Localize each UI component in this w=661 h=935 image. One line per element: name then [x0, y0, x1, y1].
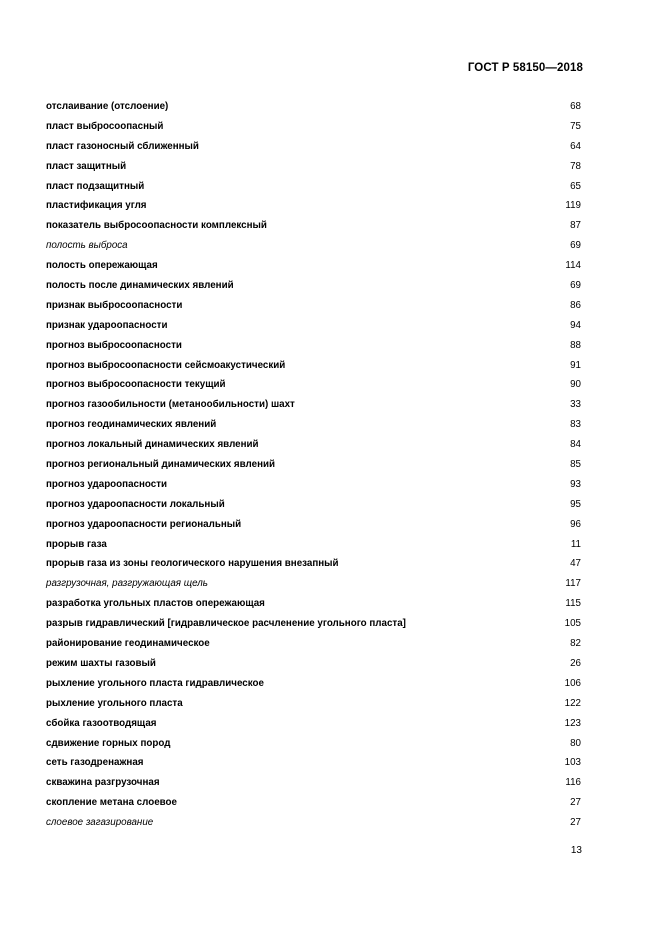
index-term: пласт подзащитный — [46, 180, 145, 192]
index-entry — [46, 336, 581, 356]
index-page-ref: 85 — [570, 459, 581, 471]
index-term: пласт выбросоопасный — [46, 120, 164, 132]
index-entry — [46, 694, 581, 714]
index-page-ref: 103 — [564, 757, 581, 769]
index-term: разрыв гидравлический [гидравлическое расчленение угольного пласта] — [46, 618, 406, 630]
index-entry — [46, 714, 581, 734]
index-page-ref: 75 — [570, 120, 581, 132]
index-entry — [46, 276, 581, 296]
index-page-ref: 94 — [570, 319, 581, 331]
index-entry — [46, 177, 581, 197]
index-page-ref: 91 — [570, 359, 581, 371]
index-page-ref: 116 — [565, 777, 581, 789]
index-entry — [46, 455, 581, 475]
document-header: ГОСТ Р 58150—2018 — [467, 62, 583, 74]
index-term: прорыв газа из зоны геологического нарушения внезапный — [46, 558, 339, 570]
index-entry — [46, 256, 581, 276]
index-page-ref: 114 — [565, 260, 581, 272]
index-page-ref: 105 — [564, 618, 581, 630]
index-term: прогноз удароопасности локальный — [46, 498, 225, 510]
index-page-ref: 88 — [570, 339, 581, 351]
index-term: пластификация угля — [46, 200, 147, 212]
index-page-ref: 78 — [570, 160, 581, 172]
index-page-ref: 86 — [570, 299, 581, 311]
index-entry — [46, 793, 581, 813]
index-entry — [46, 614, 581, 634]
index-term: разработка угольных пластов опережающая — [46, 598, 265, 610]
index-entry — [46, 634, 581, 654]
index-entry — [46, 515, 581, 535]
index-term: прогноз удароопасности — [46, 478, 168, 490]
index-page-ref: 27 — [570, 797, 581, 809]
index-term: прогноз газообильности (метанообильности) шахт — [46, 399, 295, 411]
index-term: прогноз выбросоопасности сейсмоакустический — [46, 359, 286, 371]
index-page-ref: 69 — [570, 280, 581, 292]
index-entry — [46, 674, 581, 694]
index-term: признак удароопасности — [46, 319, 168, 331]
index-term: прогноз региональный динамических явлений — [46, 459, 276, 471]
index-term: районирование геодинамическое — [46, 638, 210, 650]
alphabetical-index — [46, 97, 581, 833]
index-term: прогноз выбросоопасности — [46, 339, 182, 351]
index-entry — [46, 97, 581, 117]
index-page-ref: 119 — [565, 200, 581, 212]
index-entry — [46, 316, 581, 336]
index-entry — [46, 216, 581, 236]
index-entry — [46, 117, 581, 137]
index-term: показатель выбросоопасности комплексный — [46, 220, 267, 232]
index-term: прогноз удароопасности региональный — [46, 518, 242, 530]
index-page-ref: 96 — [570, 518, 581, 530]
index-term: рыхление угольного пласта гидравлическое — [46, 677, 264, 689]
index-term: разгрузочная, разгружающая щель — [46, 578, 208, 590]
index-entry — [46, 196, 581, 216]
index-entry — [46, 236, 581, 256]
index-entry — [46, 415, 581, 435]
index-page-ref: 27 — [570, 817, 581, 829]
index-term: прорыв газа — [46, 538, 107, 550]
index-term: сеть газодренажная — [46, 757, 144, 769]
index-term: признак выбросоопасности — [46, 299, 183, 311]
index-term: режим шахты газовый — [46, 657, 156, 669]
index-entry — [46, 137, 581, 157]
index-term: прогноз локальный динамических явлений — [46, 439, 259, 451]
index-page-ref: 80 — [570, 737, 581, 749]
index-term: прогноз геодинамических явлений — [46, 419, 217, 431]
index-page-ref: 87 — [570, 220, 581, 232]
index-page-ref: 26 — [570, 657, 581, 669]
index-page-ref: 93 — [570, 478, 581, 490]
index-entry — [46, 594, 581, 614]
index-page-ref: 90 — [570, 379, 581, 391]
index-page-ref: 47 — [570, 558, 581, 570]
index-page-ref: 123 — [564, 717, 581, 729]
page-number: 13 — [570, 845, 582, 856]
index-entry — [46, 574, 581, 594]
index-term: полость опережающая — [46, 260, 158, 272]
index-entry — [46, 356, 581, 376]
index-entry — [46, 475, 581, 495]
index-page-ref: 33 — [570, 399, 581, 411]
index-entry — [46, 734, 581, 754]
index-page-ref: 69 — [570, 240, 581, 252]
index-page-ref: 11 — [570, 538, 581, 550]
index-entry — [46, 157, 581, 177]
index-page-ref: 82 — [570, 638, 581, 650]
index-entry — [46, 535, 581, 555]
index-entry — [46, 654, 581, 674]
index-term: рыхление угольного пласта — [46, 697, 183, 709]
index-entry — [46, 554, 581, 574]
index-term: пласт газоносный сближенный — [46, 140, 199, 152]
index-page-ref: 122 — [564, 697, 581, 709]
index-entry — [46, 495, 581, 515]
index-page-ref: 84 — [570, 439, 581, 451]
index-term: скважина разгрузочная — [46, 777, 160, 789]
index-term: скопление метана слоевое — [46, 797, 177, 809]
index-entry — [46, 753, 581, 773]
index-entry — [46, 773, 581, 793]
index-entry — [46, 395, 581, 415]
index-page-ref: 117 — [565, 578, 581, 590]
index-entry — [46, 813, 581, 833]
index-term: полость выброса — [46, 240, 128, 252]
index-term: отслаивание (отслоение) — [46, 101, 169, 112]
index-page-ref: 115 — [565, 598, 581, 610]
index-term: пласт защитный — [46, 160, 127, 172]
index-page-ref: 106 — [564, 677, 581, 689]
index-entry — [46, 296, 581, 316]
index-term: слоевое загазирование — [46, 817, 154, 829]
index-term: сдвижение горных пород — [46, 737, 171, 749]
index-page-ref: 83 — [570, 419, 581, 431]
index-page-ref: 64 — [570, 140, 581, 152]
index-term: полость после динамических явлений — [46, 280, 234, 292]
index-page-ref: 95 — [570, 498, 581, 510]
index-entry — [46, 435, 581, 455]
index-page-ref: 65 — [570, 180, 581, 192]
index-entry — [46, 375, 581, 395]
index-term: сбойка газоотводящая — [46, 717, 157, 729]
index-page-ref: 68 — [570, 101, 581, 112]
index-term: прогноз выбросоопасности текущий — [46, 379, 226, 391]
